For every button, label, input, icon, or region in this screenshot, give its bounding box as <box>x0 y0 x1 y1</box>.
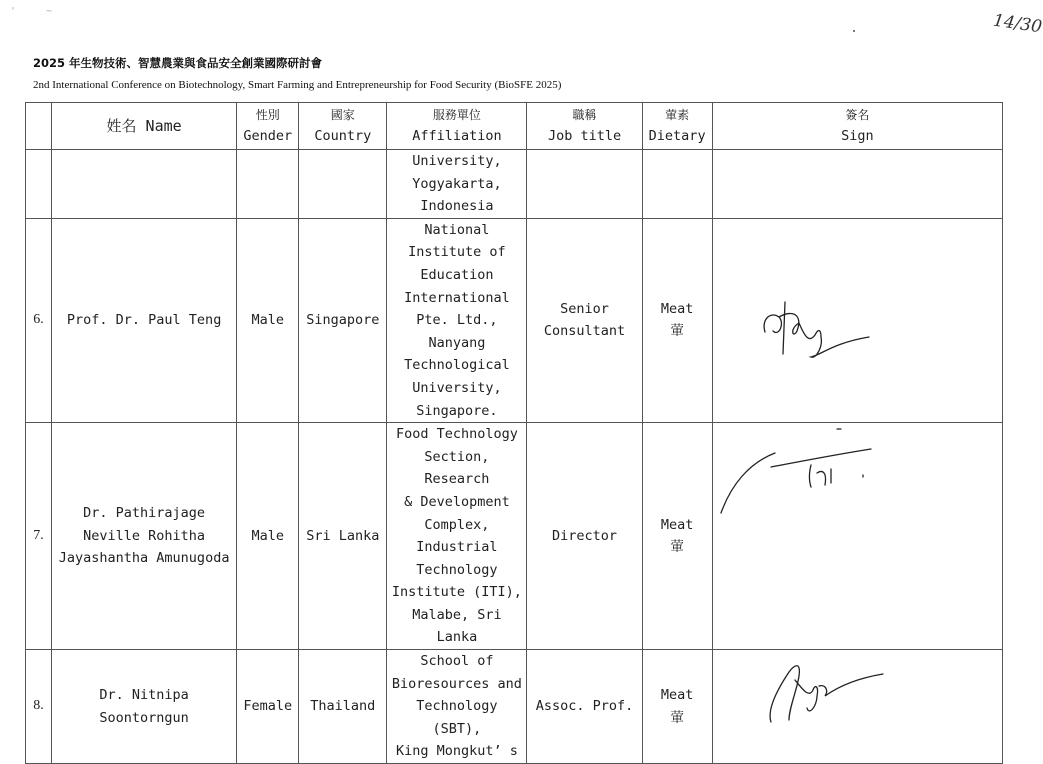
header-sign: 簽名 Sign <box>712 103 1002 150</box>
attendee-name: Dr. Nitnipa Soontorngun <box>52 650 237 764</box>
signature-cell <box>712 423 1002 650</box>
attendee-country <box>299 150 387 219</box>
attendee-country: Sri Lanka <box>299 423 387 650</box>
signature-cell <box>712 218 1002 422</box>
attendee-affiliation: National Institute of Education International Pte. Ltd., Nanyang Technological University, Singapore. <box>387 218 527 422</box>
signature-cell <box>712 650 1002 764</box>
row-number <box>26 150 52 219</box>
attendee-affiliation: Food Technology Section, Research & Development Complex, Industrial Technology Institute (ITI), Malabe, Sri Lanka <box>387 423 527 650</box>
conference-title-zh: 2025 年生物技術、智慧農業與食品安全創業國際研討會 <box>33 56 323 70</box>
header-job-title: 職稱 Job title <box>527 103 642 150</box>
table-row <box>26 218 1003 422</box>
header-gender: 性別 Gender <box>237 103 299 150</box>
table-row <box>26 650 1003 764</box>
scan-dot <box>853 30 855 32</box>
attendee-affiliation: University, Yogyakarta, Indonesia <box>387 150 527 219</box>
handwritten-signature <box>713 650 1003 741</box>
row-number: 6. <box>26 218 52 422</box>
attendee-dietary <box>642 150 712 219</box>
attendee-gender <box>237 150 299 219</box>
attendee-country: Singapore <box>299 218 387 422</box>
header-name: 姓名 Name <box>52 103 237 150</box>
attendee-affiliation: School of Bioresources and Technology (SBT), King Mongkut’ s <box>387 650 527 764</box>
attendee-name: Prof. Dr. Paul Teng <box>52 218 237 422</box>
header-dietary: 葷素 Dietary <box>642 103 712 150</box>
signature-cell <box>712 150 1002 219</box>
attendee-job-title: Director <box>527 423 642 650</box>
attendee-country: Thailand <box>299 650 387 764</box>
attendee-dietary: Meat 葷 <box>642 218 712 422</box>
attendee-job-title: Senior Consultant <box>527 218 642 422</box>
attendee-job-title <box>527 150 642 219</box>
header-affiliation: 服務單位 Affiliation <box>387 103 527 150</box>
attendee-gender: Female <box>237 650 299 764</box>
table-row <box>26 423 1003 650</box>
row-number: 8. <box>26 650 52 764</box>
handwritten-signature <box>713 423 1003 605</box>
attendee-dietary: Meat 葷 <box>642 650 712 764</box>
handwritten-signature <box>713 219 1003 423</box>
page-number: 14/30 <box>991 10 1043 38</box>
attendee-gender: Male <box>237 218 299 422</box>
header-row <box>26 103 1003 150</box>
conference-title-en: 2nd International Conference on Biotechnology, Smart Farming and Entrepreneurship for Food Security (BioSFE 2025) <box>33 79 562 91</box>
attendee-job-title: Assoc. Prof. <box>527 650 642 764</box>
row-number: 7. <box>26 423 52 650</box>
attendee-name: Dr. Pathirajage Neville Rohitha Jayashantha Amunugoda <box>52 423 237 650</box>
attendee-name <box>52 150 237 219</box>
scan-artifact: ' ~ <box>10 6 65 17</box>
attendee-gender: Male <box>237 423 299 650</box>
header-no <box>26 103 52 150</box>
attendee-dietary: Meat 葷 <box>642 423 712 650</box>
header-country: 國家 Country <box>299 103 387 150</box>
table-row <box>26 150 1003 219</box>
attendance-table <box>25 102 1003 764</box>
